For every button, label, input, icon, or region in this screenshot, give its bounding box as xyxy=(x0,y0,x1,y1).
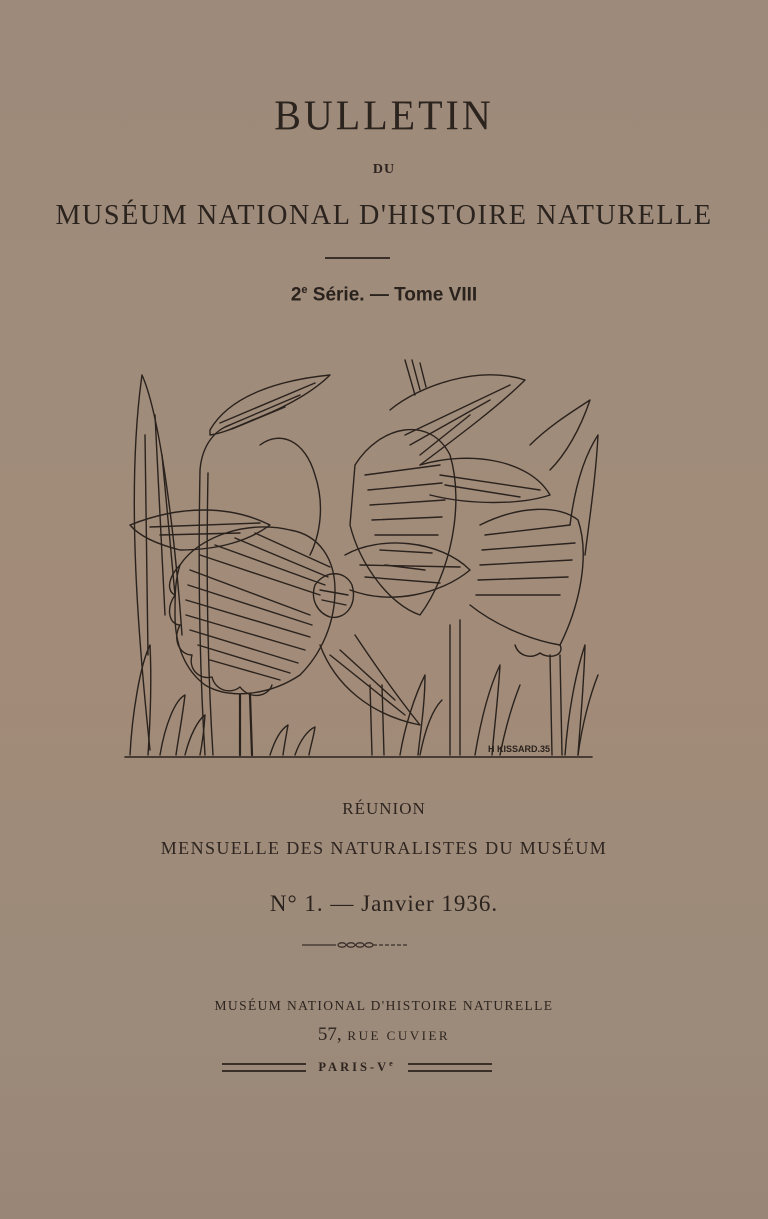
institution-name: MUSÉUM NATIONAL D'HISTOIRE NATURELLE xyxy=(55,199,713,231)
ornament-divider xyxy=(300,940,410,950)
city-name xyxy=(318,1059,395,1075)
divider-rule xyxy=(325,257,390,259)
city-label: PARIS-V xyxy=(318,1060,390,1075)
artist-signature: H KISSARD.35 xyxy=(488,744,551,754)
meeting-heading: RÉUNION xyxy=(342,799,426,818)
left-double-rule xyxy=(222,1063,306,1072)
series-volume xyxy=(0,284,768,306)
publisher-address xyxy=(0,1024,768,1046)
street-name: RUE CUVIER xyxy=(341,1028,451,1043)
arrondissement-suffix: e xyxy=(389,1058,396,1068)
daffodil-illustration xyxy=(120,355,600,765)
title-connector: DU xyxy=(372,162,396,177)
series-label: Série. — Tome VIII xyxy=(307,284,478,306)
bulletin-title: BULLETIN xyxy=(274,91,494,140)
meeting-subheading: MENSUELLE DES NATURALISTES DU MUSÉUM xyxy=(160,838,608,858)
publisher-name: MUSÉUM NATIONAL D'HISTOIRE NATURELLE xyxy=(214,998,554,1013)
series-number: 2 xyxy=(290,284,302,306)
street-number: 57, xyxy=(317,1024,342,1045)
right-double-rule xyxy=(408,1063,492,1072)
series-suffix: e xyxy=(301,284,308,296)
issue-number-date: N° 1. — Janvier 1936. xyxy=(269,891,499,916)
city-line xyxy=(222,1057,492,1077)
